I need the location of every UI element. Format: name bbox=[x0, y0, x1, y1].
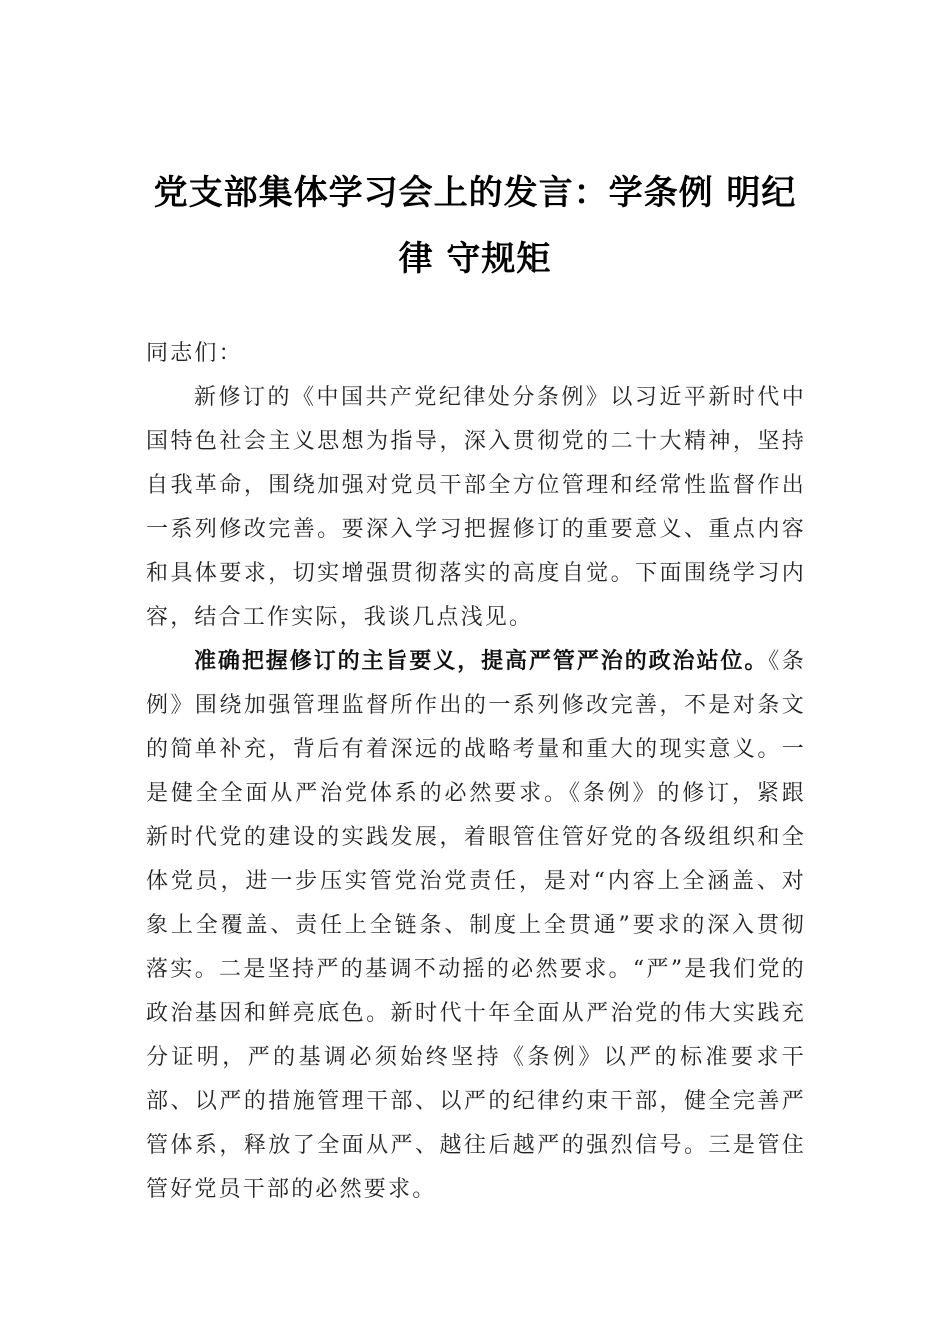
section-body: 《条例》围绕加强管理监督所作出的一系列修改完善，不是对条文的简单补充，背后有着深远的战略考量和重大的现实意义。一是健全全面从严治党体系的必然要求。《条例》的修订，紧跟新时代党的建设的实践发展，着眼管住管好党的各级组织和全体党员，进一步压实管党治党责任，是对“内容上全涵盖、对象上全覆盖、责任上全链条、制度上全贯通”要求的深入贯彻落实。二是坚持严的基调不动摇的必然要求。“严”是我们党的政治基因和鲜亮底色。新时代十年全面从严治党的伟大实践充分证明，严的基调必须始终坚持《条例》以严的标准要求干部、以严的措施管理干部、以严的纪律约束干部，健全完善严管体系，释放了全面从严、越往后越严的强烈信号。三是管住管好党员干部的必然要求。 bbox=[146, 649, 806, 1202]
document-body bbox=[146, 332, 806, 1212]
section-heading: 准确把握修订的主旨要义，提高严管严治的政治站位。 bbox=[194, 649, 769, 674]
salutation: 同志们： bbox=[146, 341, 243, 366]
section-paragraph bbox=[146, 640, 806, 1212]
intro-paragraph: 新修订的《中国共产党纪律处分条例》以习近平新时代中国特色社会主义思想为指导，深入贯彻党的二十大精神，坚持自我革命，围绕加强对党员干部全方位管理和经常性监督作出一系列修改完善。要深入学习把握修订的重要意义、重点内容和具体要求，切实增强贯彻落实的高度自觉。下面围绕学习内容，结合工作实际，我谈几点浅见。 bbox=[146, 385, 806, 630]
document-title: 党支部集体学习会上的发言：学条例 明纪律 守规矩 bbox=[153, 173, 797, 279]
